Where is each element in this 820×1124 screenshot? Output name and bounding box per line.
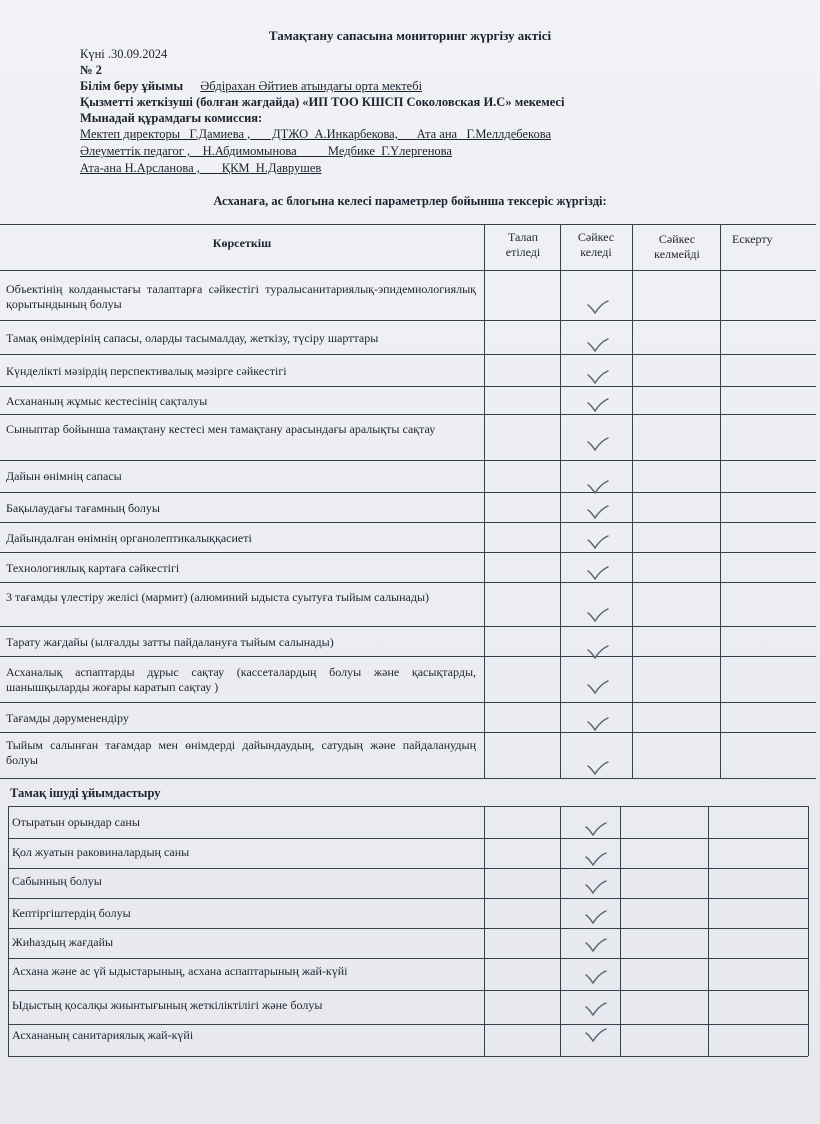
act-number: № 2: [80, 63, 102, 77]
table-rule: [0, 626, 816, 627]
column-rule: [620, 806, 621, 1056]
organization-name: Әбдірахан Әйтиев атындағы орта мектебі: [200, 79, 423, 93]
table-rule: [0, 582, 816, 583]
table-rule: [0, 778, 816, 779]
indicator-label: Сабынның болуы: [12, 874, 102, 888]
indicator-label: Сыныптар бойынша тамақтану кестесі мен тамақтану арасындағы аралықты сақтау: [6, 422, 436, 436]
table-rule: [8, 806, 808, 807]
table-rule: [8, 898, 808, 899]
checkmark-icon: [587, 398, 609, 412]
table-rule: [0, 552, 816, 553]
indicator-label: Асхананың санитариялық жай-күйі: [12, 1028, 194, 1042]
checkmark-icon: [585, 822, 607, 836]
indicator-label: Күнделікті мәзірдің перспективалық мәзірге сәйкестігі: [6, 364, 287, 378]
indicator-label: Асхананың жұмыс кестесінің сақталуы: [6, 394, 208, 408]
checkmark-icon: [587, 645, 609, 659]
table-rule: [0, 732, 816, 733]
table-rule: [8, 1024, 808, 1025]
organization-line: [80, 78, 422, 94]
indicator-label: Технологиялық картаға сәйкестігі: [6, 561, 180, 575]
table-rule: [0, 414, 816, 415]
checkmark-icon: [585, 938, 607, 952]
table-rule: [0, 270, 816, 271]
checkmark-icon: [585, 1002, 607, 1016]
table-rule: [0, 224, 816, 225]
checkmark-icon: [587, 761, 609, 775]
checkmark-icon: [587, 338, 609, 352]
checkmark-icon: [587, 566, 609, 580]
checkmark-icon: [585, 970, 607, 984]
checkmark-icon: [587, 300, 609, 314]
indicator-label: Отыратын орындар саны: [12, 815, 140, 829]
commission-members-line-1: Мектеп директоры Г.Дамиева , ДТЖО А.Инкарбекова, Ата ана Г.Меллдебекова: [80, 127, 551, 141]
indicator-label: Бақылаудағы тағамның болуы: [6, 501, 160, 515]
indicator-label: Тарату жағдайы (ылғалды затты пайдалануға тыйым салынады): [6, 635, 334, 649]
table-rule: [8, 838, 808, 839]
column-rule: [560, 806, 561, 1056]
checkmark-icon: [587, 608, 609, 622]
checkmark-icon: [585, 1028, 607, 1042]
checkmark-icon: [587, 717, 609, 731]
column-rule: [484, 806, 485, 1056]
column-rule: [484, 224, 485, 778]
column-rule: [8, 806, 9, 1056]
indicator-label: Асхана және ас үй ыдыстарының, асхана аспаптарының жай-күйі: [12, 964, 348, 978]
checkmark-icon: [585, 880, 607, 894]
indicator-label: Тағамды дәруменендіру: [6, 711, 129, 725]
table-rule: [8, 928, 808, 929]
checkmark-icon: [587, 480, 609, 494]
column-rule: [632, 224, 633, 778]
table-rule: [0, 702, 816, 703]
column-header-note: Ескерту: [732, 232, 773, 246]
table-rule: [8, 868, 808, 869]
checkmark-icon: [587, 370, 609, 384]
column-rule: [720, 224, 721, 778]
table-rule: [0, 386, 816, 387]
indicator-label: Тамақ өнімдерінің сапасы, оларды тасымалдау, жеткізу, түсіру шарттары: [6, 331, 379, 345]
table-rule: [0, 656, 816, 657]
indicator-label: Кептіргіштердің болуы: [12, 906, 131, 920]
column-rule: [808, 806, 809, 1056]
indicator-label: 3 тағамды үлестіру желісі (мармит) (алюминий ыдыста суытуға тыйым салынады): [6, 590, 430, 604]
date-line: Күні .30.09.2024: [80, 47, 168, 61]
section-heading-food-organization: Тамақ ішуді ұйымдастыру: [10, 786, 161, 800]
table-rule: [0, 460, 816, 461]
column-header-not-complies: Сәйкес келмейді: [654, 232, 700, 261]
indicator-label: Объектінің колданыстағы талаптарға сәйкестігі туралысанитариялық-эпидемиологиялық қорытындының болуы: [6, 282, 476, 311]
organization-label: Білім беру ұйымы: [80, 79, 184, 93]
table-rule: [0, 320, 816, 321]
column-rule: [708, 806, 709, 1056]
table-rule: [0, 522, 816, 523]
indicator-label: Асханалық аспаптарды дұрыс сақтау (кассеталардың болуы және қасықтарды, шанышқыларды жоғары каратып сақтау ): [6, 665, 476, 694]
checkmark-icon: [585, 910, 607, 924]
column-header-complies: Сәйкес келеді: [577, 230, 615, 259]
checkmark-icon: [587, 535, 609, 549]
indicator-label: Жиһаздың жағдайы: [12, 935, 114, 949]
column-header-indicator: Көрсеткіш: [212, 236, 272, 250]
table-rule: [8, 958, 808, 959]
indicator-label: Дайындалған өнімнің органолептикалыққасиеті: [6, 531, 252, 545]
checkmark-icon: [587, 437, 609, 451]
table-rule: [0, 492, 816, 493]
checkmark-icon: [585, 852, 607, 866]
supplier-line: Қызметті жеткізуші (болған жағдайда) «ИП ТОО КШСП Соколовская И.С» мекемесі: [80, 95, 565, 109]
indicator-label: Қол жуатын раковиналардың саны: [12, 845, 190, 859]
table-rule: [0, 354, 816, 355]
indicator-label: Ыдыстың қосалқы жиынтығының жеткіліктілігі және болуы: [12, 998, 323, 1012]
table-rule: [8, 1056, 808, 1057]
checkmark-icon: [587, 505, 609, 519]
commission-members-line-2: Әлеуметтік педагог , Н.Абдимомынова Медбике Г.Үлергенова: [80, 144, 452, 158]
inspection-heading: Асханаға, ас блогына келесі параметрлер бойынша тексеріс жүргізді:: [213, 194, 607, 208]
commission-label: Мынадай құрамдағы комиссия:: [80, 111, 263, 125]
indicator-label: Дайын өнімнің сапасы: [6, 469, 122, 483]
indicator-label: Тыйым салынған тағамдар мен өнімдерді дайындаудың, сатудың және пайдаланудың болуы: [6, 738, 476, 767]
document-title: Тамақтану сапасына мониторинг жүргізу актісі: [268, 28, 552, 43]
checkmark-icon: [587, 680, 609, 694]
table-rule: [8, 990, 808, 991]
commission-members-line-3: Ата-ана Н.Арсланова , ҚКМ Н.Даврушев: [80, 161, 322, 175]
column-header-required: Талап етіледі: [505, 230, 541, 259]
column-rule: [560, 224, 561, 778]
